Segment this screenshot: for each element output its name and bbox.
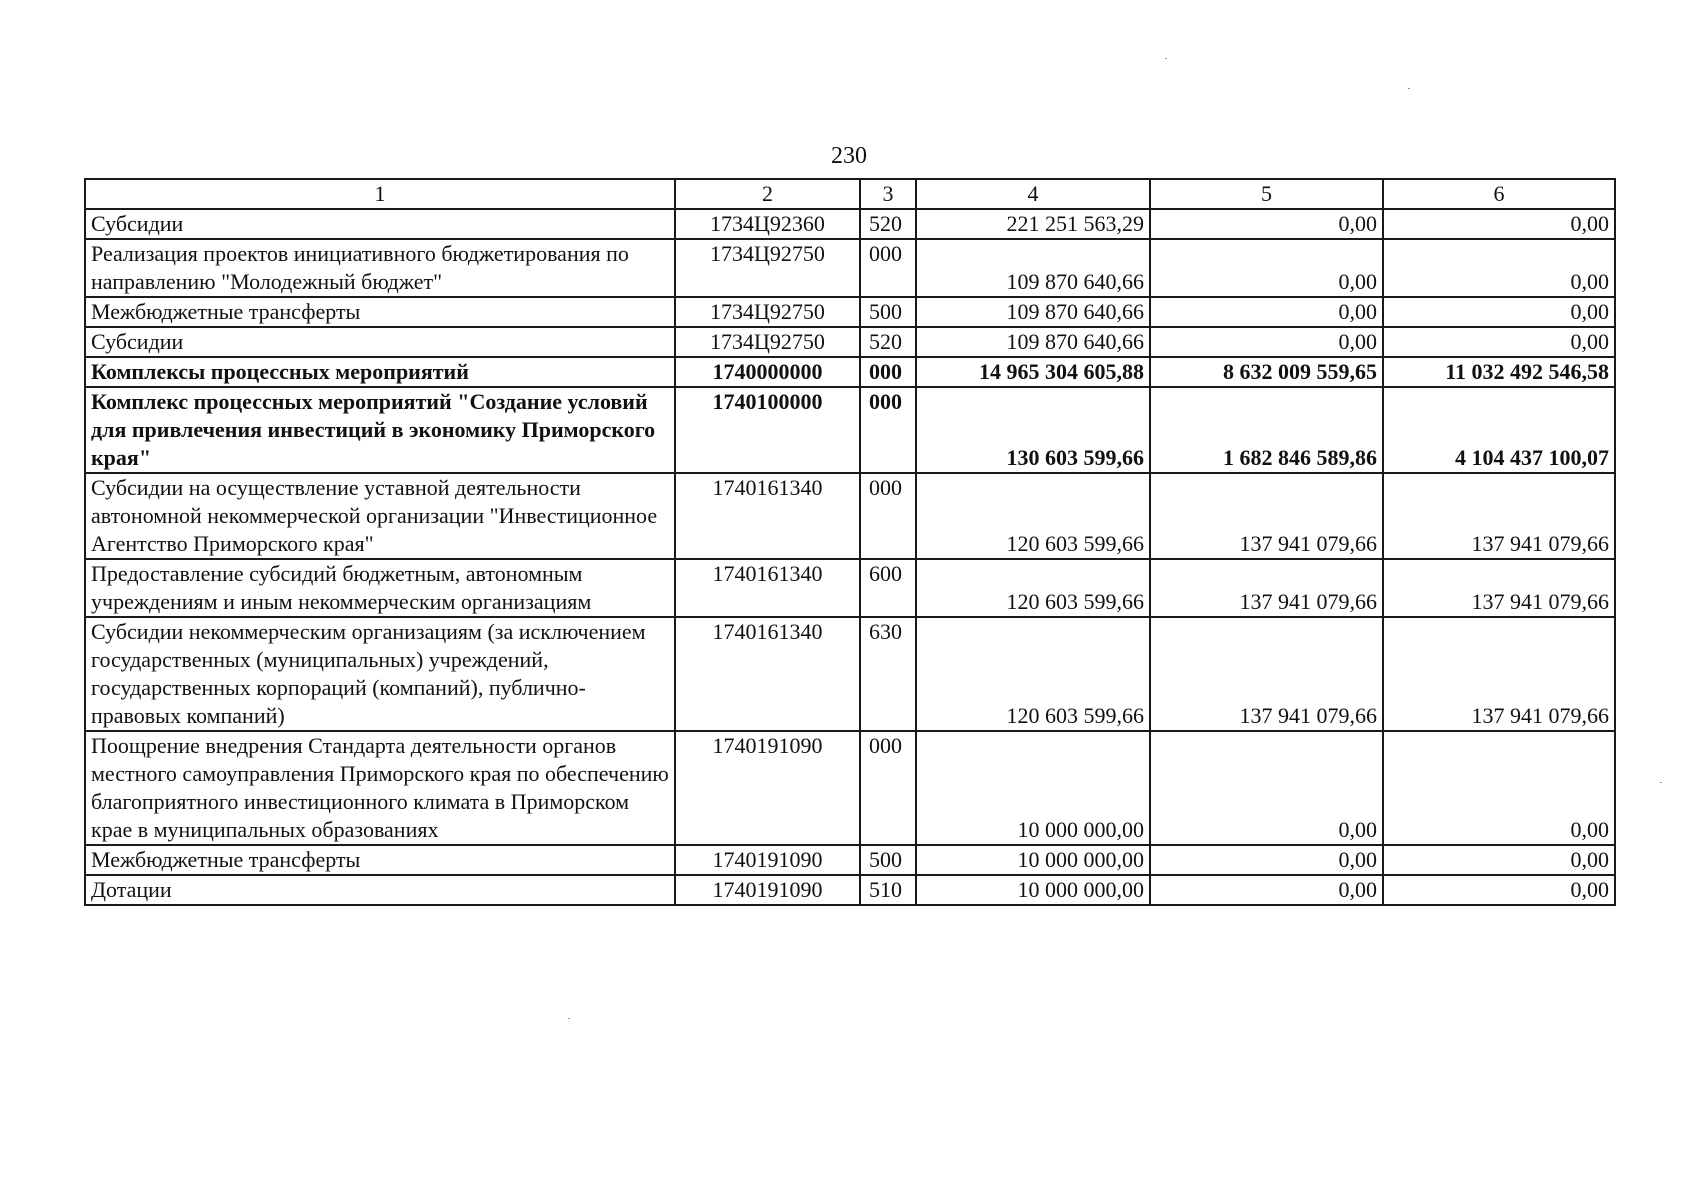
row-value-1-cell: 130 603 599,66 <box>916 387 1150 473</box>
table-row <box>85 297 1615 327</box>
row-value-1-cell: 14 965 304 605,88 <box>916 357 1150 387</box>
scan-speck <box>1165 58 1167 59</box>
row-type-cell: 630 <box>860 617 916 731</box>
row-code-cell: 1740191090 <box>675 875 860 905</box>
row-type-cell: 520 <box>860 209 916 239</box>
scan-speck <box>1408 88 1410 89</box>
row-value-3-cell: 0,00 <box>1383 209 1615 239</box>
row-value-3-cell: 0,00 <box>1383 875 1615 905</box>
row-value-2-cell: 0,00 <box>1150 209 1383 239</box>
table-row <box>85 327 1615 357</box>
row-value-3-cell: 0,00 <box>1383 731 1615 845</box>
table-row <box>85 731 1615 845</box>
column-header: 5 <box>1150 179 1383 209</box>
row-value-3-cell: 137 941 079,66 <box>1383 559 1615 617</box>
table-row <box>85 209 1615 239</box>
table-row <box>85 473 1615 559</box>
row-code-cell: 1734Ц92750 <box>675 239 860 297</box>
row-value-2-cell: 0,00 <box>1150 875 1383 905</box>
row-type-cell: 000 <box>860 357 916 387</box>
row-code-cell: 1734Ц92750 <box>675 297 860 327</box>
row-name-cell: Комплексы процессных мероприятий <box>85 357 675 387</box>
row-type-cell: 510 <box>860 875 916 905</box>
row-name-cell: Реализация проектов инициативного бюджетирования по направлению "Молодежный бюджет" <box>85 239 675 297</box>
row-value-3-cell: 0,00 <box>1383 845 1615 875</box>
row-value-3-cell: 4 104 437 100,07 <box>1383 387 1615 473</box>
row-name-cell: Комплекс процессных мероприятий "Создание условий для привлечения инвестиций в экономику Приморского края" <box>85 387 675 473</box>
table-header-row <box>85 179 1615 209</box>
row-name-cell: Субсидии <box>85 327 675 357</box>
column-header: 1 <box>85 179 675 209</box>
row-code-cell: 1740191090 <box>675 845 860 875</box>
row-value-2-cell: 137 941 079,66 <box>1150 473 1383 559</box>
row-name-cell: Дотации <box>85 875 675 905</box>
row-code-cell: 1740191090 <box>675 731 860 845</box>
row-value-1-cell: 120 603 599,66 <box>916 617 1150 731</box>
row-code-cell: 1740100000 <box>675 387 860 473</box>
budget-table <box>84 178 1616 906</box>
row-type-cell: 000 <box>860 731 916 845</box>
row-type-cell: 000 <box>860 239 916 297</box>
table-row <box>85 875 1615 905</box>
row-value-3-cell: 137 941 079,66 <box>1383 473 1615 559</box>
row-value-1-cell: 109 870 640,66 <box>916 297 1150 327</box>
row-type-cell: 500 <box>860 297 916 327</box>
table-row <box>85 845 1615 875</box>
row-code-cell: 1734Ц92750 <box>675 327 860 357</box>
row-value-2-cell: 8 632 009 559,65 <box>1150 357 1383 387</box>
row-value-2-cell: 1 682 846 589,86 <box>1150 387 1383 473</box>
row-value-2-cell: 0,00 <box>1150 327 1383 357</box>
row-value-3-cell: 11 032 492 546,58 <box>1383 357 1615 387</box>
row-value-1-cell: 109 870 640,66 <box>916 327 1150 357</box>
row-value-2-cell: 0,00 <box>1150 845 1383 875</box>
row-value-3-cell: 0,00 <box>1383 239 1615 297</box>
row-value-1-cell: 120 603 599,66 <box>916 473 1150 559</box>
row-value-1-cell: 221 251 563,29 <box>916 209 1150 239</box>
row-name-cell: Поощрение внедрения Стандарта деятельности органов местного самоуправления Приморского края по обеспечению благоприятного инвестиционного климата в Приморском крае в муниципальных образованиях <box>85 731 675 845</box>
table-row <box>85 239 1615 297</box>
row-value-3-cell: 137 941 079,66 <box>1383 617 1615 731</box>
column-header: 6 <box>1383 179 1615 209</box>
row-name-cell: Межбюджетные трансферты <box>85 845 675 875</box>
row-name-cell: Субсидии <box>85 209 675 239</box>
row-value-2-cell: 0,00 <box>1150 239 1383 297</box>
row-type-cell: 520 <box>860 327 916 357</box>
row-type-cell: 500 <box>860 845 916 875</box>
row-value-1-cell: 109 870 640,66 <box>916 239 1150 297</box>
row-value-2-cell: 137 941 079,66 <box>1150 617 1383 731</box>
row-value-2-cell: 0,00 <box>1150 731 1383 845</box>
row-code-cell: 1740161340 <box>675 473 860 559</box>
page-number: 230 <box>831 143 867 169</box>
row-code-cell: 1734Ц92360 <box>675 209 860 239</box>
row-value-2-cell: 137 941 079,66 <box>1150 559 1383 617</box>
row-value-3-cell: 0,00 <box>1383 327 1615 357</box>
row-name-cell: Субсидии некоммерческим организациям (за исключением государственных (муниципальных) учреждений, государственных корпораций (компаний), публично-правовых компаний) <box>85 617 675 731</box>
row-value-3-cell: 0,00 <box>1383 297 1615 327</box>
column-header: 4 <box>916 179 1150 209</box>
row-code-cell: 1740161340 <box>675 559 860 617</box>
table-row <box>85 559 1615 617</box>
row-type-cell: 000 <box>860 473 916 559</box>
row-value-1-cell: 10 000 000,00 <box>916 875 1150 905</box>
row-value-1-cell: 10 000 000,00 <box>916 731 1150 845</box>
row-value-2-cell: 0,00 <box>1150 297 1383 327</box>
row-value-1-cell: 10 000 000,00 <box>916 845 1150 875</box>
scan-speck <box>1660 782 1662 783</box>
row-code-cell: 1740000000 <box>675 357 860 387</box>
row-type-cell: 000 <box>860 387 916 473</box>
table-row <box>85 617 1615 731</box>
row-name-cell: Предоставление субсидий бюджетным, автономным учреждениям и иным некоммерческим организациям <box>85 559 675 617</box>
table-row <box>85 387 1615 473</box>
row-name-cell: Субсидии на осуществление уставной деятельности автономной некоммерческой организации "Инвестиционное Агентство Приморского края" <box>85 473 675 559</box>
column-header: 2 <box>675 179 860 209</box>
row-value-1-cell: 120 603 599,66 <box>916 559 1150 617</box>
row-name-cell: Межбюджетные трансферты <box>85 297 675 327</box>
column-header: 3 <box>860 179 916 209</box>
row-type-cell: 600 <box>860 559 916 617</box>
scan-speck <box>568 1018 570 1019</box>
row-code-cell: 1740161340 <box>675 617 860 731</box>
table-row <box>85 357 1615 387</box>
